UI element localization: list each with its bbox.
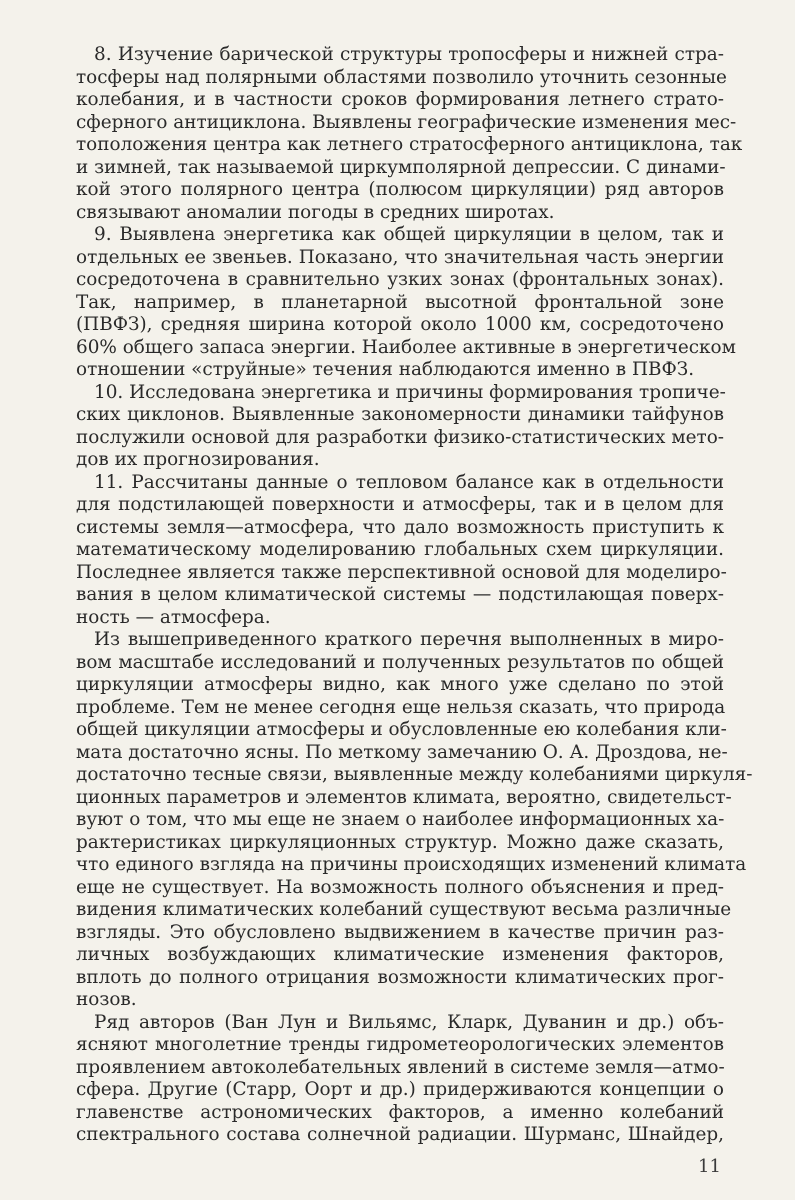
text-line: послужили основой для разработки физико-статистических мето- xyxy=(76,426,724,448)
text-line: главенстве астрономических факторов, а именно колебаний xyxy=(76,1101,724,1123)
text-line: связывают аномалии погоды в средних широтах. xyxy=(76,201,555,223)
text-line: циркуляции атмосферы видно, как много уже сделано по этой xyxy=(76,674,724,695)
text-line: системы земля—атмосфера, что дало возможность приступить к xyxy=(76,516,724,538)
text-line: рактеристиках циркуляционных структур. Можно даже сказать, xyxy=(76,831,724,853)
text-line: мата достаточно ясны. По меткому замечанию О. А. Дроздова, не- xyxy=(76,741,728,763)
text-line: вплоть до полного отрицания возможности климатических прог- xyxy=(76,966,724,988)
text-line: сосредоточена в сравнительно узких зонах (фронтальных зонах). xyxy=(76,269,724,290)
text-line: 11. Рассчитаны данные о тепловом балансе как в отдельности xyxy=(94,471,724,493)
text-line: сфера. Другие (Старр, Оорт и др.) придерживаются концепции о xyxy=(76,1079,724,1100)
text-line: Из вышеприведенного краткого перечня выполненных в миро- xyxy=(94,629,724,650)
text-line: ских циклонов. Выявленные закономерности динамики тайфунов xyxy=(76,404,724,425)
text-line: общей цикуляции атмосферы и обусловленные ею колебания кли- xyxy=(76,719,727,740)
text-line: 8. Изучение барической структуры тропосферы и нижней стра- xyxy=(94,44,724,65)
text-line: взгляды. Это обусловлено выдвижением в качестве причин раз- xyxy=(76,921,724,943)
text-line: Последнее является также перспективной основой для моделиро- xyxy=(76,561,727,583)
text-line: достаточно тесные связи, выявленные между колебаниями циркуля- xyxy=(76,764,753,785)
text-line: вания в целом климатической системы — подстилающая поверх- xyxy=(76,584,724,605)
text-line: отношении «струйные» течения наблюдаются именно в ПВФЗ. xyxy=(76,359,695,380)
text-line: ясняют многолетние тренды гидрометеорологических элементов xyxy=(76,1034,724,1055)
text-line: сферного антициклона. Выявлены географические изменения мес- xyxy=(76,111,737,133)
text-line: (ПВФЗ), средняя ширина которой около 1000 км, сосредоточено xyxy=(76,314,724,335)
text-line: кой этого полярного центра (полюсом циркуляции) ряд авторов xyxy=(76,179,724,200)
text-line: для подстилающей поверхности и атмосферы, так и в целом для xyxy=(76,494,724,515)
text-line: что единого взгляда на причины происходящих изменений климата xyxy=(76,854,747,875)
text-line: 9. Выявлена энергетика как общей циркуляции в целом, так и xyxy=(94,224,724,245)
page-number: 11 xyxy=(698,1156,721,1177)
text-line: тосферы над полярными областями позволило уточнить сезонные xyxy=(76,66,727,88)
text-line: колебания, и в частности сроков формирования летнего страто- xyxy=(76,89,724,110)
text-line: и зимней, так называемой циркумполярной депрессии. С динами- xyxy=(76,156,726,178)
text-line: ность — атмосфера. xyxy=(76,606,271,628)
text-line: 60% общего запаса энергии. Наиболее активные в энергетическом xyxy=(76,336,736,358)
text-line: отдельных ее звеньев. Показано, что значительная часть энергии xyxy=(76,246,724,268)
text-line: нозов. xyxy=(76,989,137,1010)
text-line: видения климатических колебаний существуют весьма различные xyxy=(76,899,732,920)
text-line: личных возбуждающих климатические изменения факторов, xyxy=(76,944,724,965)
text-line: Так, например, в планетарной высотной фронтальной зоне xyxy=(76,291,724,313)
text-line: проявлением автоколебательных явлений в системе земля—атмо- xyxy=(76,1056,725,1078)
text-line: 10. Исследована энергетика и причины формирования тропиче- xyxy=(94,381,726,403)
text-line: еще не существует. На возможность полного объяснения и пред- xyxy=(76,876,724,898)
text-line: вом масштабе исследований и полученных результатов по общей xyxy=(76,651,724,673)
text-line: математическому моделированию глобальных схем циркуляции. xyxy=(76,539,724,560)
text-line: вуют о том, что мы еще не знаем о наиболее информационных ха- xyxy=(76,809,725,830)
text-line: Ряд авторов (Ван Лун и Вильямс, Кларк, Дуванин и др.) объ- xyxy=(94,1011,724,1033)
body-text xyxy=(76,44,753,1147)
text-line: тоположения центра как летнего стратосферного антициклона, так xyxy=(76,134,743,155)
text-line: спектрального состава солнечной радиации. Шурманс, Шнайдер, xyxy=(76,1124,724,1145)
text-line: ционных параметров и элементов климата, вероятно, свидетельст- xyxy=(76,786,732,808)
text-line: дов их прогнозирования. xyxy=(76,449,320,470)
text-line: проблеме. Тем не менее сегодня еще нельзя сказать, что природа xyxy=(76,696,726,718)
